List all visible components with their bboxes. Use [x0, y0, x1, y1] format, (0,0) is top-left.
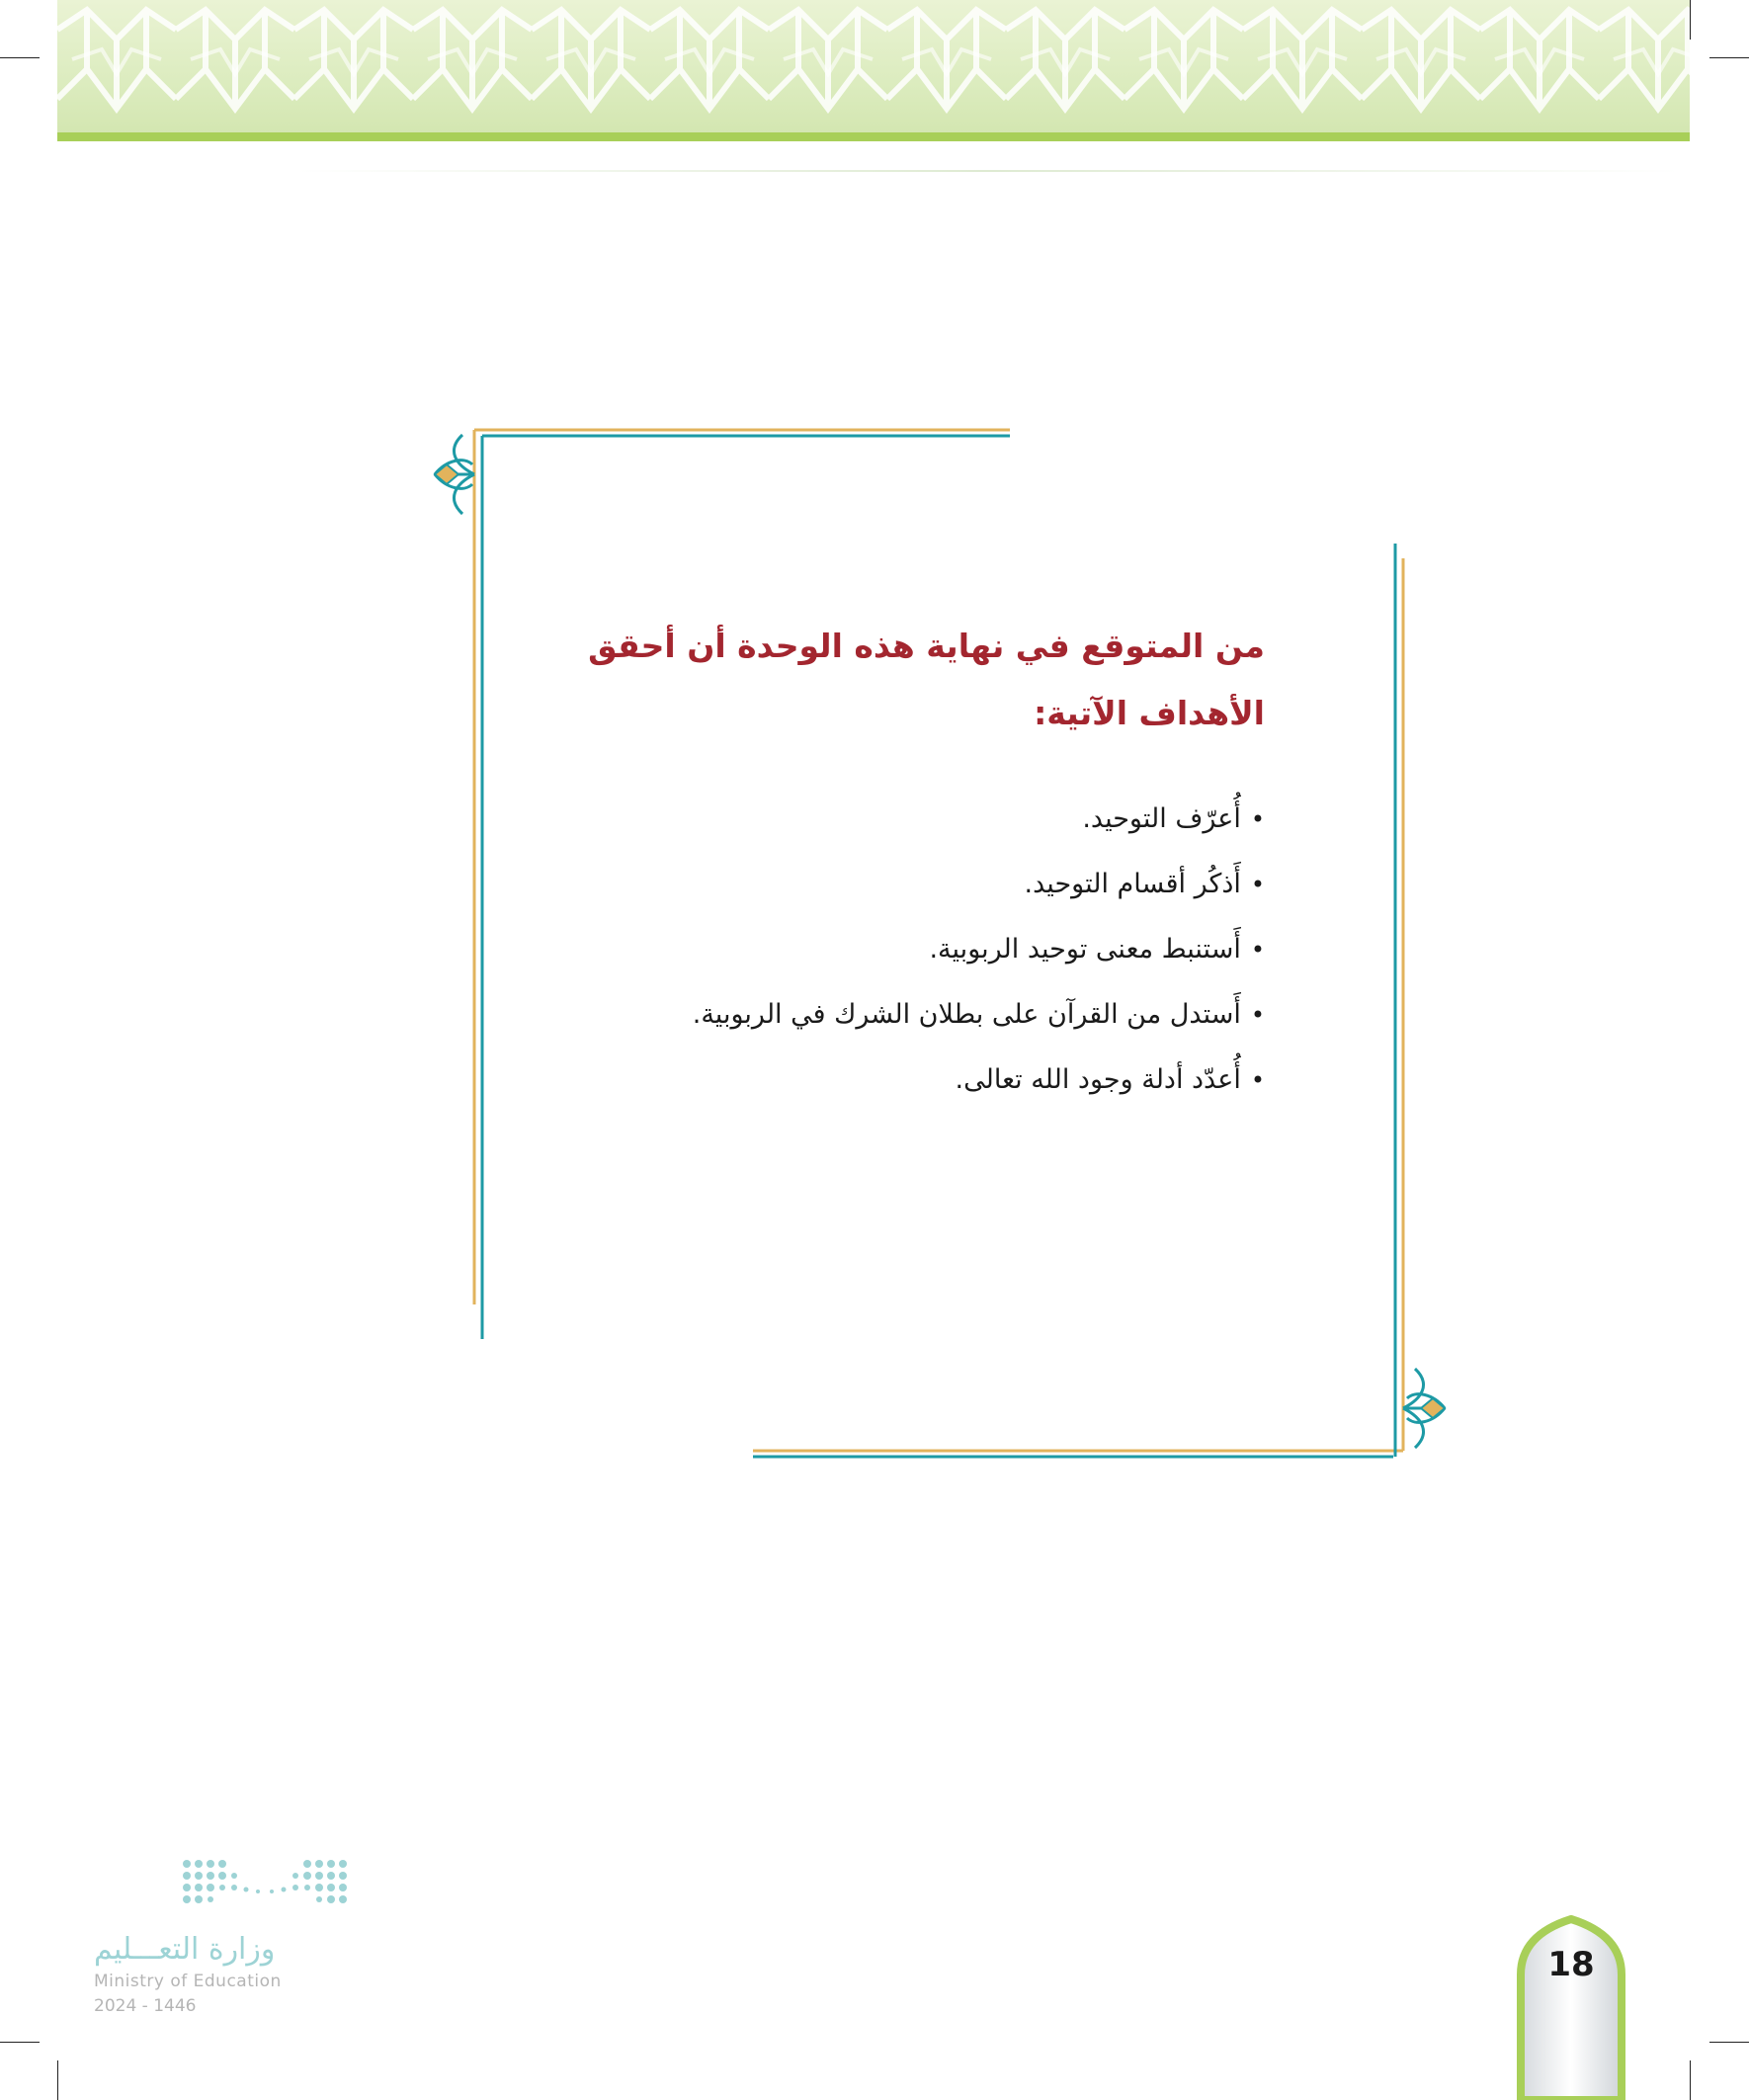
ministry-logo: [94, 1858, 351, 2026]
ministry-name-en: Ministry of Education: [94, 1972, 282, 1991]
objectives-list: [553, 787, 1265, 1113]
objectives-heading-line1: من المتوقع في نهاية هذه الوحدة أن أحقق: [588, 627, 1265, 665]
objective-item: [553, 917, 1265, 982]
objectives-box: [553, 613, 1265, 1113]
objective-item: [553, 982, 1265, 1048]
bullet-icon: •: [1250, 936, 1265, 964]
corner-ornament-top-left: [435, 435, 474, 514]
objective-item: [553, 852, 1265, 917]
objectives-heading: [553, 613, 1265, 747]
ministry-year: 2024 - 1446: [94, 1996, 197, 2016]
logo-dots-icon: [181, 1858, 349, 1907]
bullet-icon: •: [1250, 871, 1265, 898]
ministry-name-ar: وزارة التعـــليم: [94, 1932, 276, 1967]
objective-text: أَستنبط معنى توحيد الربوبية.: [929, 934, 1241, 965]
objective-text: أَستدل من القرآن على بطلان الشرك في الربوبية.: [692, 999, 1241, 1030]
corner-ornament-bottom-right: [1403, 1369, 1445, 1448]
page-tab-shape: [1517, 1915, 1625, 2100]
objective-text: أُعدّد أدلة وجود الله تعالى.: [955, 1064, 1241, 1095]
bullet-icon: •: [1250, 1001, 1265, 1029]
bullet-icon: •: [1250, 805, 1265, 833]
objective-item: [553, 787, 1265, 852]
objectives-heading-line2: الأهداف الآتية:: [1034, 694, 1265, 732]
bullet-icon: •: [1250, 1066, 1265, 1094]
page-number: 18: [1547, 1945, 1595, 1984]
objective-text: أُعرّف التوحيد.: [1082, 803, 1241, 834]
objective-text: أَذكُر أقسام التوحيد.: [1024, 869, 1241, 899]
objective-item: [553, 1048, 1265, 1113]
